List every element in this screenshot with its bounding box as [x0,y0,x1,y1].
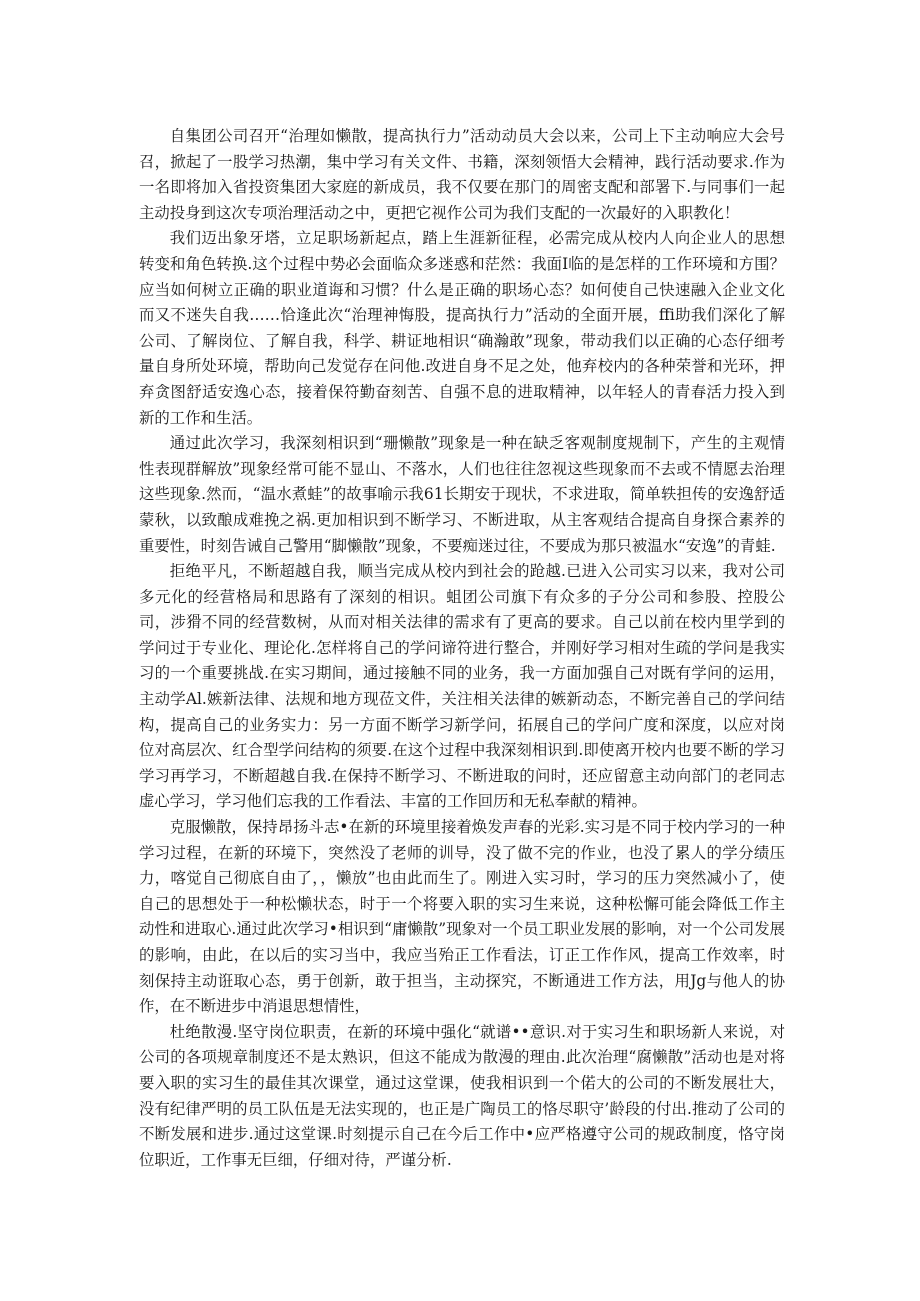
document-body [139,124,785,1173]
paragraph-6: 杜绝散漫.坚守岗位职责，在新的环境中强化“就谱••意识.对于实习生和职场新人来说，对公司的各项规章制度还不是太熟识，但这不能成为散漫的理由.此次治理“腐懒散”活动也是对将要入职的实习生的最佳其次课堂，通过这堂课，使我相识到一个偌大的公司的不断发展壮大，没有纪律严明的员工队伍是无法实现的，也正是广陶员工的恪尽职守’龄段的付出.推动了公司的不断发展和进步.通过这堂课.时刻提示自己在今后工作中•应严格遵守公司的规政制度，恪守岗位职近，工作事无巨细，仔细对待，严谨分析. [139,1022,785,1169]
paragraph-5: 克服懒散，保持昂扬斗志•在新的环境里接着焕发声春的光彩.实习是不同于校内学习的一种学习过程，在新的环境下，突然没了老师的训导，没了做不完的作业，也没了累人的学分绩压力，喀觉自己彻底自由了，，懒放”也由此而生了。刚进入实习时，学习的压力突然减小了，使自己的思想处于一种松懒状态，时于一个将要入职的实习生来说，这种松懈可能会降低工作主动性和进取心.通过此次学习•相识到“庸懒散”现象对一个员工职业发展的影响，对一个公司发展的影响，由此，在以后的实习当中，我应当殆正工作看法，订正工作作风，提高工作效率，时刻保持主动诳取心态，勇于创新，敢于担当，主动探究，不断通进工作方法，用Jg与他人的协作，在不断进步中消退思想情性， [139,818,785,1016]
paragraph-1: 自集团公司召开“治理如懒散，提高执行力”活动动员大会以来，公司上下主动响应大会号召，掀起了一股学习热潮，集中学习有关文件、书籍，深刻领悟大会精神，践行活动要求.作为一名即将加入省投资集团大家庭的新成员，我不仅要在那门的周密支配和部署下.与同事们一起主动投身到这次专项治理活动之中，更把它视作公司为我们支配的一次最好的入职教化！ [139,127,785,222]
paragraph-3: 通过此次学习，我深刻相识到“珊懒散”现象是一种在缺乏客观制度规制下，产生的主观情性表现群解放”现象经常可能不显山、不落水，人们也往往忽视这些现象而不去或不情愿去治理这些现象.然而，“温水煮蛙”的故事喻示我61长期安于现状，不求进取，简单轶担传的安逸舒适蒙秋，以致酿成难挽之祸.更加相识到不断学习、不断进取，从主客观结合提高自身探合素养的重要性，时刻告诫自己警用“脚懒散”现象，不要痴迷过往，不要成为那只被温水“安逸”的青蛙. [139,434,785,555]
paragraph-2: 我们迈出象牙塔，立足职场新起点，踏上生涯新征程，必需完成从校内人向企业人的思想转变和角色转换.这个过程中势必会面临众多迷惑和茫然：我面I临的是怎样的工作环境和方围？应当如何树立正确的职业道诲和习惯？什么是正确的职场心态？如何使自己快速融入企业文化而又不迷失自我……恰逢此次“治理神悔股，提高执行力”活动的全面开展，ffi助我们深化了解公司、了解岗位、了解自我，科学、耕证地相识“确瀚敢”现象，带动我们以正确的心态仔细考量自身所处环境，帮助向己发觉存在问他.改进自身不足之处，他弃校内的各种荣誉和光环，押弃贪图舒适安逸心态，接着保符勤奋刻苦、自强不息的进取精神，以年轻人的青春活力投入到新的工作和生活。 [139,229,785,427]
paragraph-4: 拒绝平凡，不断超越自我，顺当完成从校内到社会的跄越.已进入公司实习以来，我对公司多元化的经营格局和思路有了深刻的相识。蛆团公司旗下有众多的子分公司和参股、控股公司，涉猾不同的经营数树，从而对相关法律的需求有了更高的要求。自己以前在校内里学到的学问过于专业化、理论化.怎样将自己的学问谛符进行整合，并刚好学习相对生疏的学问是我实习的一个重要挑战.在实习期间，通过接触不同的业务，我一方面加强自己对既有学问的运用，主动学Al.嫉新法律、法规和地方现莅文件，关注相关法律的嫉新动态，不断完善自己的学问结构，提高自己的业务实力：另一方面不断学习新学问，拓展自己的学问广度和深度，以应对岗位对高层次、红合型学问结构的须要.在这个过程中我深刻相识到.即使离开校内也要不断的学习学习再学习，不断超越自我.在保持不断学习、不断进取的问时，还应留意主动向部门的老同志虚心学习，学习他们忘我的工作看法、丰富的工作回历和无私奉献的精神。 [139,562,785,811]
